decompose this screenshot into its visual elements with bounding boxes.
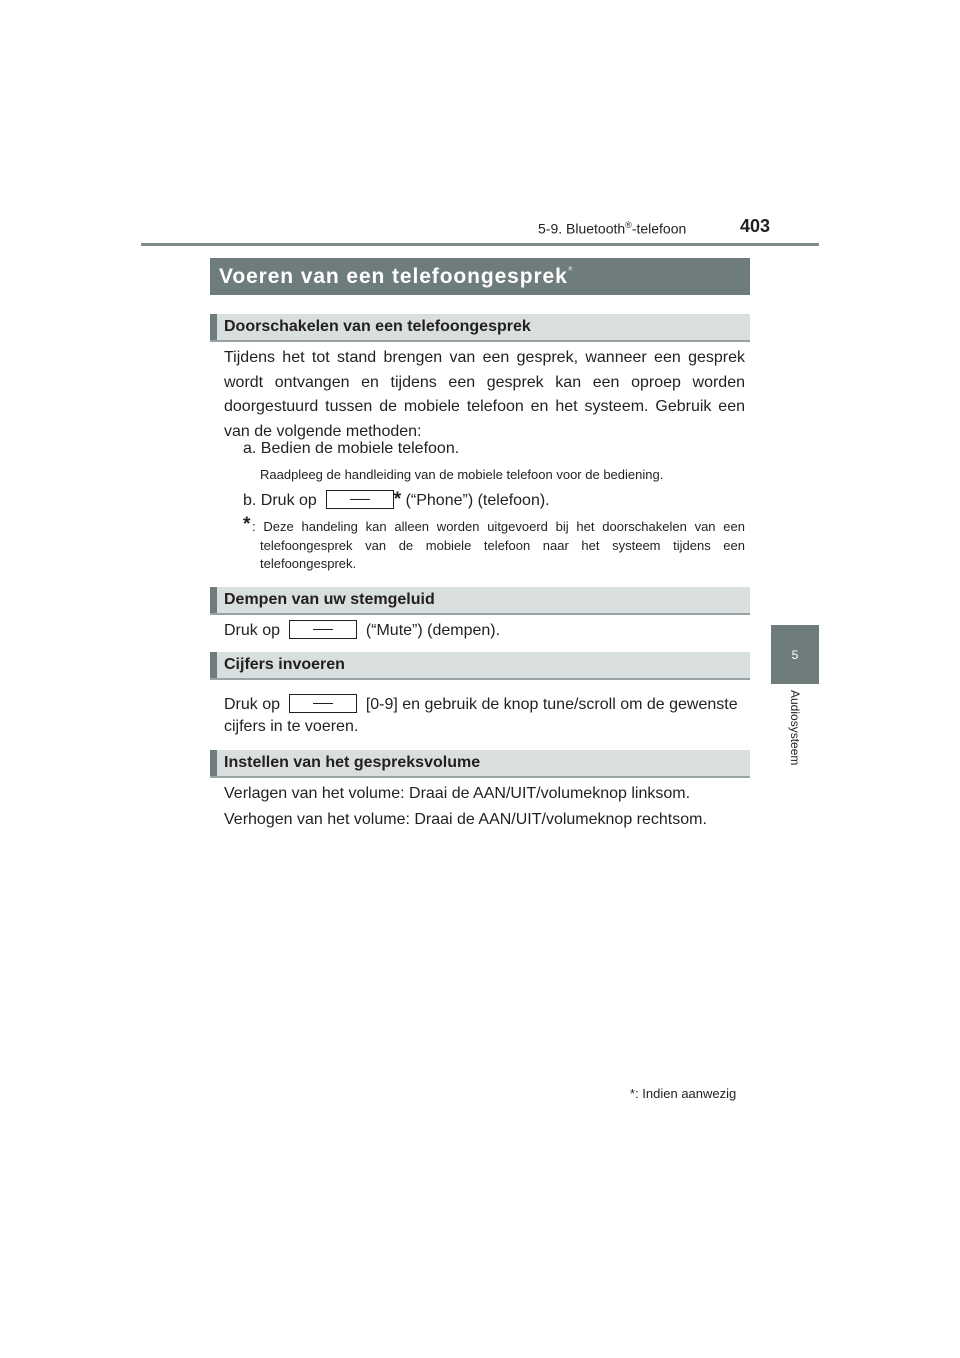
keypad-button-icon — [289, 694, 357, 713]
transfer-item-a: a. Bedien de mobiele telefoon. — [243, 440, 460, 457]
volume-decrease: Verlagen van het volume: Draai de AAN/UIT/volumeknop linksom. — [224, 785, 691, 802]
page-number: 403 — [740, 216, 771, 236]
transfer-item-a-note: Raadpleeg de handleiding van de mobiele telefoon voor de bediening. — [260, 467, 664, 482]
page-title-bar — [210, 258, 750, 295]
section-header: 5-9. Bluetooth®-telefoon — [538, 220, 687, 237]
availability-note: *: Indien aanwezig — [630, 1086, 737, 1101]
header-rule — [141, 243, 819, 246]
subheading-digits: Cijfers invoeren — [210, 652, 750, 680]
footnote-star: * — [243, 514, 251, 535]
phone-button-icon — [326, 490, 394, 509]
mute-button-icon — [289, 620, 357, 639]
mute-instruction: Druk op (“Mute”) (dempen). — [224, 622, 501, 639]
digits-instruction: Druk op [0-9] en gebruik de knop tune/scroll om de gewenste — [224, 696, 738, 713]
subheading-volume: Instellen van het gespreksvolume — [210, 750, 750, 778]
subheading-transfer: Doorschakelen van een telefoongesprek — [210, 314, 750, 342]
transfer-item-b: b. Druk op * (“Phone”) (telefoon). — [243, 489, 550, 510]
digits-instruction-cont: cijfers in te voeren. — [224, 718, 359, 735]
chapter-tab: 5 — [771, 625, 819, 684]
transfer-intro: Tijdens het tot stand brengen van een gesprek, wanneer een gesprek wordt ontvangen en tijdens een gesprek kan een oproep worden doorgestuurd tussen de mobiele telefoon en het systeem. Gebruik een van de volgende methoden: — [224, 349, 745, 440]
chapter-label: Audiosysteem — [788, 690, 802, 766]
subheading-mute: Dempen van uw stemgeluid — [210, 587, 750, 615]
volume-increase: Verhogen van het volume: Draai de AAN/UIT/volumeknop rechtsom. — [224, 811, 707, 828]
transfer-footnote: : Deze handeling kan alleen worden uitgevoerd bij het doorschakelen van een telefoongesprek van de mobiele telefoon naar het systeem tijdens een telefoongesprek. — [252, 519, 745, 571]
page-title: Voeren van een telefoongesprek* — [219, 263, 574, 288]
